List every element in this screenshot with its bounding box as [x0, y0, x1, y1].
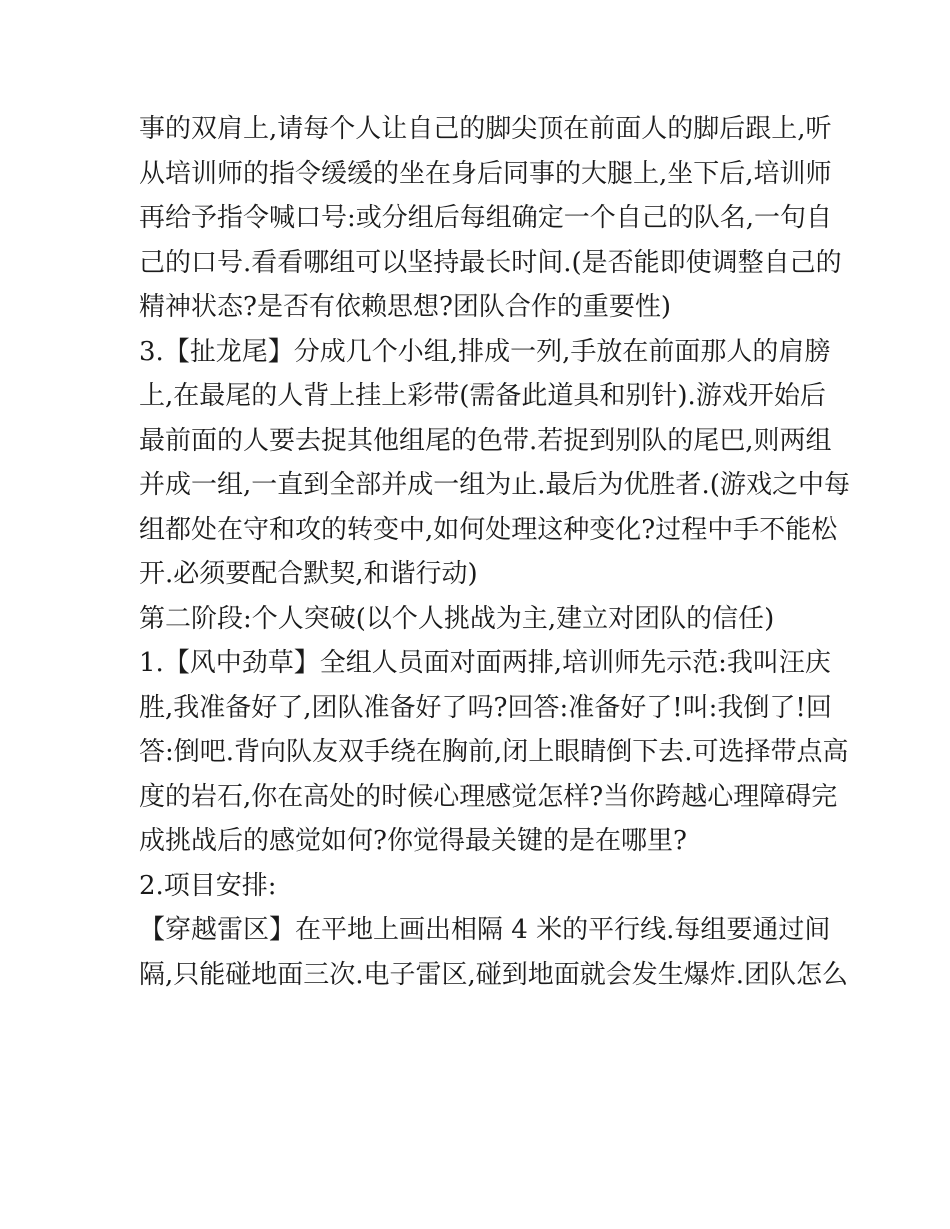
text-line: 并成一组,一直到全部并成一组为止.最后为优胜者.(游戏之中每: [139, 470, 850, 500]
text-line: 从培训师的指令缓缓的坐在身后同事的大腿上,坐下后,培训师: [139, 158, 832, 189]
text-line: 己的口号.看看哪组可以坚持最长时间.(是否能即使调整自己的: [139, 247, 842, 278]
text-line: 成挑战后的感觉如何?你觉得最关键的是在哪里?: [139, 826, 687, 856]
body-text: [139, 107, 850, 997]
text-line: 2.项目安排:: [139, 870, 277, 901]
text-line: 胜,我准备好了,团队准备好了吗?回答:准备好了!叫:我倒了!回: [139, 692, 832, 723]
text-line: 答:倒吧.背向队友双手绕在胸前,闭上眼睛倒下去.可选择带点高: [139, 737, 849, 767]
section-heading: 第二阶段:个人突破(以个人挑战为主,建立对团队的信任): [139, 603, 775, 634]
text-line: 【穿越雷区】在平地上画出相隔 4 米的平行线.每组要通过间: [139, 915, 831, 945]
text-line: 精神状态?是否有依赖思想?团队合作的重要性): [139, 292, 672, 322]
text-line: 1.【风中劲草】全组人员面对面两排,培训师先示范:我叫汪庆: [139, 648, 831, 678]
text-line: 再给予指令喊口号:或分组后每组确定一个自己的队名,一句自: [139, 203, 833, 233]
text-line: 事的双肩上,请每个人让自己的脚尖顶在前面人的脚后跟上,听: [139, 114, 832, 144]
text-line: 隔,只能碰地面三次.电子雷区,碰到地面就会发生爆炸.团队怎么: [139, 959, 849, 990]
text-line: 开.必须要配合默契,和谐行动): [139, 559, 478, 589]
text-line: 上,在最尾的人背上挂上彩带(需备此道具和别针).游戏开始后: [139, 381, 826, 411]
text-line: 3.【扯龙尾】分成几个小组,排成一列,手放在前面那人的肩膀: [139, 336, 831, 367]
text-line: 度的岩石,你在高处的时候心理感觉怎样?当你跨越心理障碍完: [139, 781, 838, 812]
text-line: 组都处在守和攻的转变中,如何处理这种变化?过程中手不能松: [139, 514, 838, 545]
text-line: 最前面的人要去捉其他组尾的色带.若捉到别队的尾巴,则两组: [139, 425, 832, 456]
